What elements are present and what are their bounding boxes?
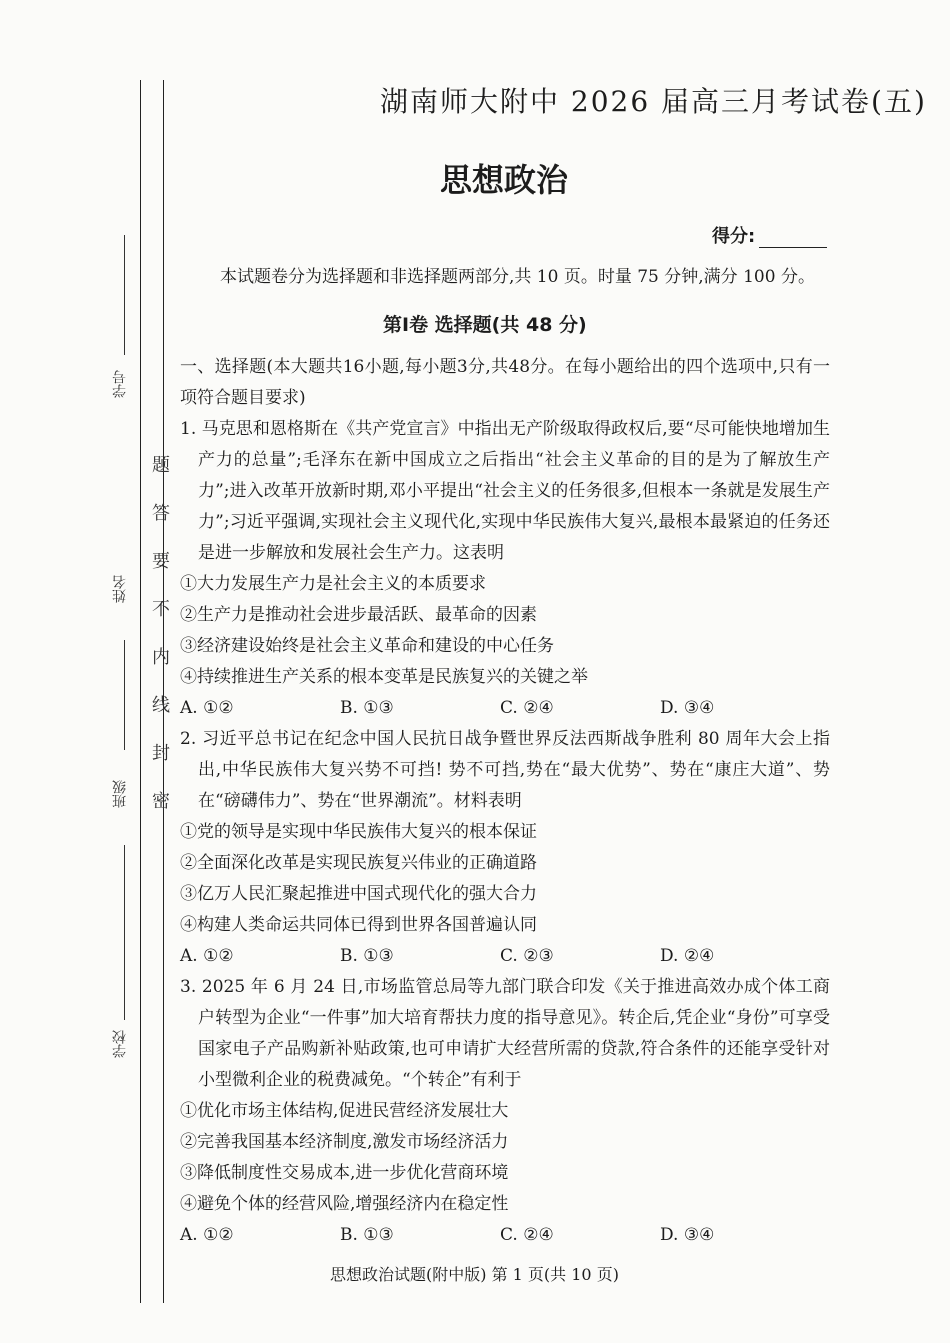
margin-underline — [124, 845, 125, 1020]
margin-field-class — [110, 780, 130, 808]
choice-a[interactable]: A. ①② — [180, 1225, 234, 1245]
choice-c[interactable]: C. ②④ — [500, 698, 554, 718]
choice-b[interactable]: B. ①③ — [340, 946, 394, 966]
field-label: 学号 — [112, 370, 128, 398]
subject-title: 思想政治 — [440, 161, 569, 199]
question-item: ③降低制度性交易成本,进一步优化营商环境 — [180, 1163, 509, 1183]
seal-char: 密 — [149, 791, 170, 839]
answer-choices — [180, 693, 830, 724]
question-item: ③亿万人民汇聚起推进中国式现代化的强大合力 — [180, 884, 537, 904]
question-stem: 3. 2025 年 6 月 24 日,市场监管总局等九部门联合印发《关于推进高效办成个体工商户转型为企业“一件事”加大培育帮扶力度的指导意见》。转企后,凭企业“身份”可享受国家电子产品购新补贴政策,也可申请扩大经营所需的贷款,符合条件的还能享受针对小型微利企业的税费减免。“个转企”有利于 — [180, 977, 830, 1090]
margin-field-student-id — [110, 370, 130, 398]
section-intro: 一、选择题(本大题共16小题,每小题3分,共48分。在每小题给出的四个选项中,只有一项符合题目要求) — [180, 357, 830, 408]
question-item: ②全面深化改革是实现民族复兴伟业的正确道路 — [180, 853, 537, 873]
exam-title: 湖南师大附中 2026 届高三月考试卷(五) — [380, 85, 927, 118]
seal-char: 内 — [149, 647, 170, 695]
question-item: ④避免个体的经营风险,增强经济内在稳定性 — [180, 1194, 509, 1214]
choice-c[interactable]: C. ②③ — [500, 946, 554, 966]
seal-char: 不 — [149, 599, 170, 647]
choice-b[interactable]: B. ①③ — [340, 1225, 394, 1245]
answer-choices — [180, 1220, 830, 1251]
question-item: ②完善我国基本经济制度,激发市场经济活力 — [180, 1132, 509, 1152]
field-label: 学校 — [112, 1030, 128, 1058]
choice-d[interactable]: D. ②④ — [660, 946, 715, 966]
question-area — [180, 352, 830, 1251]
question-item: ④构建人类命运共同体已得到世界各国普遍认同 — [180, 915, 537, 935]
seal-char: 答 — [149, 503, 170, 551]
choice-c[interactable]: C. ②④ — [500, 1225, 554, 1245]
choice-d[interactable]: D. ③④ — [660, 1225, 715, 1245]
margin-line-outer — [140, 80, 141, 1303]
question-stem: 1. 马克思和恩格斯在《共产党宣言》中指出无产阶级取得政权后,要“尽可能快地增加生产力的总量”;毛泽东在新中国成立之后指出“社会主义革命的目的是为了解放生产力”;进入改革开放新时期,邓小平提出“社会主义的任务很多,但根本一条就是发展生产力”;习近平强调,实现社会主义现代化,实现中华民族伟大复兴,最根本最紧迫的任务还是进一步解放和发展社会生产力。这表明 — [180, 419, 830, 563]
seal-text — [146, 455, 172, 839]
choice-a[interactable]: A. ①② — [180, 698, 234, 718]
choice-a[interactable]: A. ①② — [180, 946, 234, 966]
choice-d[interactable]: D. ③④ — [660, 698, 715, 718]
choice-b[interactable]: B. ①③ — [340, 698, 394, 718]
score-field — [712, 222, 827, 248]
seal-char: 要 — [149, 551, 170, 599]
margin-field-name — [110, 575, 130, 603]
seal-char: 封 — [149, 743, 170, 791]
field-label: 班级 — [112, 780, 128, 808]
score-label: 得分: — [712, 226, 756, 247]
question-item: ④持续推进生产关系的根本变革是民族复兴的关键之举 — [180, 667, 588, 687]
part-title: 第Ⅰ卷 选择题(共 48 分) — [383, 314, 587, 336]
score-blank[interactable] — [759, 229, 827, 248]
seal-char: 题 — [149, 455, 170, 503]
question-item: ①优化市场主体结构,促进民营经济发展壮大 — [180, 1101, 509, 1121]
question-stem: 2. 习近平总书记在纪念中国人民抗日战争暨世界反法西斯战争胜利 80 周年大会上指出,中华民族伟大复兴势不可挡! 势不可挡,势在“最大优势”、势在“康庄大道”、势在“磅礴伟力”、势在“世界潮流”。材料表明 — [180, 729, 830, 811]
question-item: ③经济建设始终是社会主义革命和建设的中心任务 — [180, 636, 554, 656]
margin-underline — [124, 640, 125, 750]
answer-choices — [180, 941, 830, 972]
seal-char: 线 — [149, 695, 170, 743]
question-item: ②生产力是推动社会进步最活跃、最革命的因素 — [180, 605, 537, 625]
field-label: 姓名 — [112, 575, 128, 603]
exam-intro: 本试题卷分为选择题和非选择题两部分,共 10 页。时量 75 分钟,满分 100 分。 — [220, 267, 815, 287]
margin-field-school — [110, 1030, 130, 1058]
question-item: ①大力发展生产力是社会主义的本质要求 — [180, 574, 486, 594]
margin-underline — [124, 235, 125, 355]
question-item: ①党的领导是实现中华民族伟大复兴的根本保证 — [180, 822, 537, 842]
page-footer: 思想政治试题(附中版) 第 1 页(共 10 页) — [330, 1265, 619, 1284]
